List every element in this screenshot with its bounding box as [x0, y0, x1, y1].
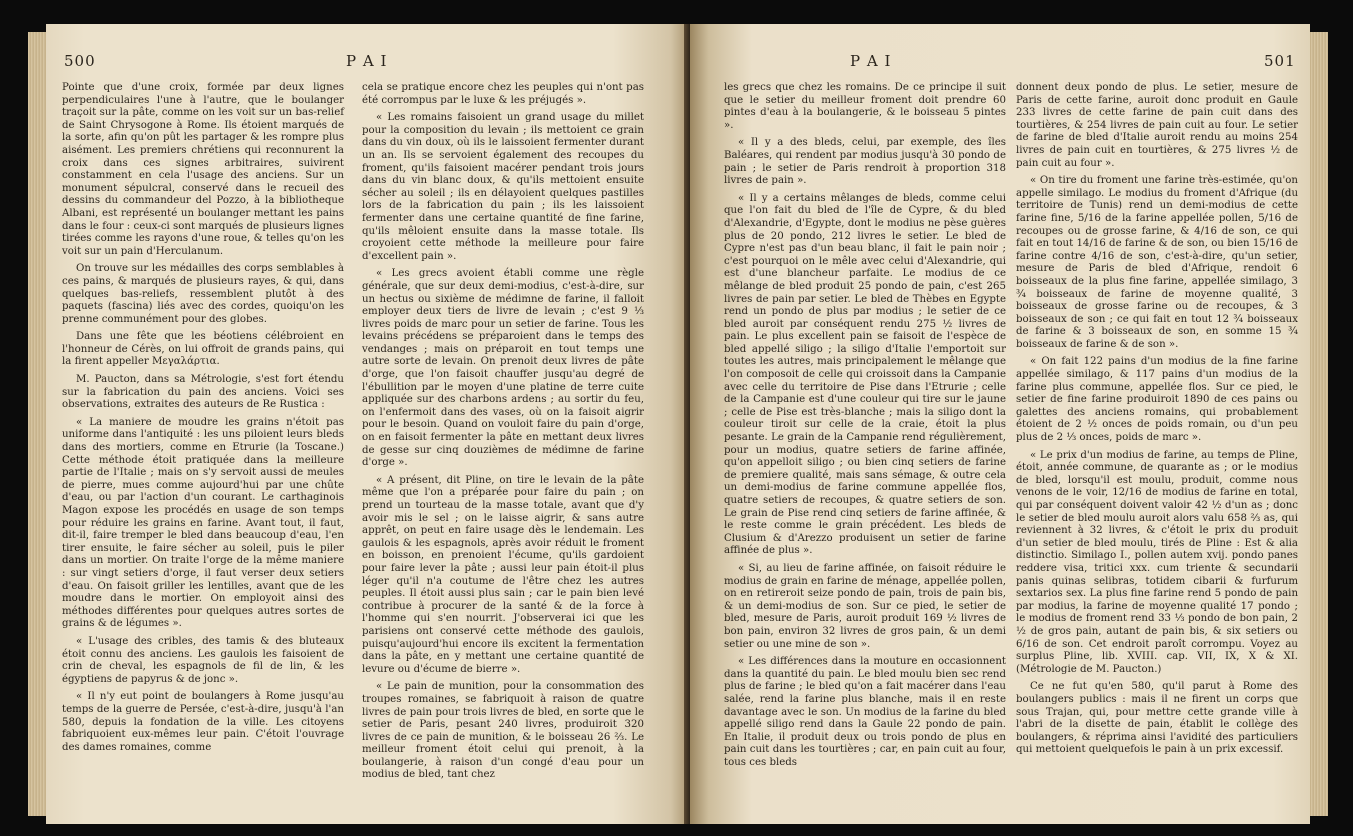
paragraph: « A présent, dit Pline, on tire le levain de la pâte même que l'on a préparée pour faire du pain ; on prend un tourteau de la masse totale, avant que d'y avoir mis le sel ; on le laisse aigrir, & sans autre apprêt, on peut en faire usage dès le lendemain. Les gaulois & les espagnols, après avoir réduit le froment en boisson, en prenoient l'écume, qu'ils gardoient pour faire lever la pâte ; aussi leur pain étoit-il plus léger qu'il n'a coutume de l'être chez les autres peuples. Il étoit aussi plus sain ; car le pain bien levé contribue à procurer de la santé & de la force à l'homme qui s'en nourrit. J'observerai ici que les parisiens ont conservé cette méthode des gaulois, puisqu'aujourd'hui encore ils excitent la fermentation dans la pâte, en y mettant une certaine quantité de levure ou d'écume de bierre ».: [362, 474, 644, 675]
paragraph: « Si, au lieu de farine affinée, on faisoit réduire le modius de grain en farine de ménage, appellée pollen, on en retireroit seize pondo de pain, trois de pain bis, & un demi-modius de son. Sur ce pied, le setier de bled, mesure de Paris, auroit produit 169 ½ livres de bon pain, environ 32 livres de gros pain, & un demi setier ou une mine de son ».: [724, 562, 1006, 650]
paragraph: On trouve sur les médailles des corps semblables à ces pains, & marqués de plusieurs rayes, & qui, dans quelques bas-reliefs, ressemblent plutôt à des paquets (fascina) liés avec des cordes, quoiqu'on les prenne communément pour des globes.: [62, 263, 344, 325]
paragraph: « Il n'y eut point de boulangers à Rome jusqu'au temps de la guerre de Persée, c'est-à-dire, jusqu'à l'an 580, depuis la fondation de la ville. Les citoyens fabriquoient eux-mêmes leur pain. C'étoit l'ouvrage des dames romaines, comme: [62, 691, 344, 753]
left-running-head: P A I: [346, 52, 388, 70]
paragraph: donnent deux pondo de plus. Le setier, mesure de Paris de cette farine, auroit donc produit en Gaule 233 livres de cette farine de pain cuit dans des tourtières, & 254 livres de pain cuit au four. Le setier de farine de bled d'Italie auroit rendu au moins 254 livres de pain cuit en tourtières, & 275 livres ½ de pain cuit au four ».: [1016, 82, 1298, 169]
paragraph: « Les grecs avoient établi comme une règle générale, que sur deux demi-modius, c'est-à-dire, sur un hectus ou sixième de médimne de farine, il falloit employer deux tiers de livre de levain ; c'est 9 ⅓ livres poids de marc pour un setier de farine. Tous les levains précédens se préparoient dans le temps des vendanges ; mais on préparoit en tout temps une autre sorte de levain. On prenoit deux livres de pâte d'orge, que l'on faisoit chauffer jusqu'au degré de l'ébullition par le moyen d'une platine de terre cuite appliquée sur des charbons ardens ; au sortir du feu, on l'enfermoit dans des vases, où on la faisoit aigrir pour le besoin. Quand on vouloit faire du pain d'orge, on en faisoit fermenter la pâte en mettant deux livres de gesse sur cinq douzièmes de médimne de farine d'orge ».: [362, 268, 644, 469]
left-page-number: 500: [64, 52, 96, 70]
paragraph: « On fait 122 pains d'un modius de la fine farine appellée similago, & 117 pains d'un modius de la farine plus commune, appellée flos. Sur ce pied, le setier de fine farine produiroit 1890 de ces pains ou galettes des anciens romains, qui probablement étoient de 2 ½ onces de poids romain, ou d'un peu plus de 2 ⅓ onces, poids de marc ».: [1016, 356, 1298, 444]
right-page-number: 501: [1264, 52, 1296, 70]
right-column-2: [1016, 82, 1298, 762]
paragraph: « On tire du froment une farine très-estimée, qu'on appelle similago. Le modius du froment d'Afrique (du territoire de Tunis) rend un demi-modius de cette farine fine, 5/16 de la farine appellée pollen, 5/16 de recoupes ou de grosse farine, & 4/16 de son, ce qui fait en tout 14/16 de farine & de son, ou bien 15/16 de farine contre 4/16 de son, c'est-à-dire, qu'un setier, mesure de Paris de bled d'Afrique, rendoit 6 boisseaux de la plus fine farine, appellée similago, 3 ¾ boisseaux de farine de moyenne qualité, 3 boisseaux de grosse farine ou de recoupes, & 3 boisseaux de son ; ce qui fait en tout 12 ¾ boisseaux de farine & 3 boisseaux de son, en somme 15 ¾ boisseaux de farine & de son ».: [1016, 175, 1298, 350]
paragraph: « Le pain de munition, pour la consommation des troupes romaines, se fabriquoit à raison de quatre livres de pain pour trois livres de bled, en sorte que le setier de Paris, pesant 240 livres, produiroit 320 livres de ce pain de munition, & le boisseau 26 ⅔. Le meilleur froment étoit celui qui prenoit, à la boulangerie, à raison d'un congé d'eau pour un modius de bled, tant chez: [362, 681, 644, 781]
paragraph: « Les romains faisoient un grand usage du millet pour la composition du levain ; ils mettoient ce grain dans du vin doux, où ils le laissoient fermenter durant un an. Ils se servoient également des recoupes du froment, qu'ils faisoient macérer pendant trois jours dans du vin blanc doux, & qu'ils mettoient ensuite sécher au soleil ; ils en délayoient quelques pastilles lors de la fabrication du pain ; ils les laissoient fermenter dans une certaine quantité de fine farine, qu'ils mêloient ensuite dans la masse totale. Ils croyoient cette méthode la meilleure pour faire d'excellent pain ».: [362, 112, 644, 262]
left-column-2: [362, 82, 644, 787]
right-column-1: [724, 82, 1006, 774]
book-edge-left: [28, 32, 48, 816]
book-edge-right: [1308, 32, 1328, 816]
paragraph: Dans une fête que les béotiens célébroient en l'honneur de Cérès, on lui offroit de grands pains, qui la firent appeller Μεγαλάρτια.: [62, 331, 344, 368]
left-page: [46, 24, 690, 824]
paragraph: « Il y a certains mêlanges de bleds, comme celui que l'on fait du bled de l'île de Cypre, & du bled d'Alexandrie, d'Egypte, dont le modius ne pèse guères plus de 20 pondo, 212 livres le setier. Le bled de Cypre n'est pas d'un beau blanc, il fait le pain noir ; c'est pourquoi on le mêle avec celui d'Alexandrie, qui est d'une blancheur parfaite. Le modius de ce mêlange de bled produit 25 pondo de pain, c'est 265 livres de pain par setier. Le bled de Thèbes en Egypte rend un pondo de plus par modius ; le setier de ce bled auroit par conséquent rendu 275 ½ livres de pain. Le plus excellent pain se faisoit de l'espèce de bled appellé siligo ; la siligo d'Italie l'emportoit sur toutes les autres, mais principalement le mêlange que l'on composoit de celle qui croissoit dans la Campanie avec celle du territoire de Pise dans l'Etrurie ; celle de la Campanie est d'une couleur qui tire sur le jaune ; celle de Pise est très-blanche ; mais la siligo dont la couleur tiroit sur celle de la craie, étoit la plus pesante. Le grain de la Campanie rend régulièrement, pour un modius, quatre setiers de farine affinée, qu'on appelloit siligo ; ou bien cinq setiers de farine de premiere qualité, mais sans sémage, & outre cela un demi-modius de farine commune appellée flos, quatre setiers de recoupes, & quatre setiers de son. Le grain de Pise rend cinq setiers de farine affinée, & le reste comme le grain précédent. Les bleds de Clusium & d'Arezzo produisent un setier de farine affinée de plus ».: [724, 192, 1006, 557]
paragraph: M. Paucton, dans sa Métrologie, s'est fort étendu sur la fabrication du pain des anciens. Voici ses observations, extraites des auteurs de Re Rustica :: [62, 374, 344, 411]
right-running-head: P A I: [850, 52, 892, 70]
right-page: [690, 24, 1310, 824]
paragraph: Ce ne fut qu'en 580, qu'il parut à Rome des boulangers publics : mais il ne firent un corps que sous Trajan, qui, pour mettre cette grande ville à l'abri de la disette de pain, établit le collège des boulangers, & réprima ainsi l'avidité des particuliers qui mettoient quelquefois le pain à un prix excessif.: [1016, 681, 1298, 756]
paragraph: les grecs que chez les romains. De ce principe il suit que le setier du meilleur froment doit prendre 60 pintes d'eau à la boulangerie, & le boisseau 5 pintes ».: [724, 82, 1006, 131]
paragraph: « Il y a des bleds, celui, par exemple, des îles Baléares, qui rendent par modius jusqu'à 30 pondo de pain ; le setier de Paris rendroit à proportion 318 livres de pain ».: [724, 137, 1006, 187]
paragraph: « Le prix d'un modius de farine, au temps de Pline, étoit, année commune, de quarante as ; or le modius de bled, lorsqu'il est moulu, produit, comme nous venons de le voir, 12/16 de modius de farine en total, qui par conséquent doivent valoir 42 ½ d'un as ; donc le setier de bled moulu auroit alors valu 658 ⅔ as, qui reviennent à 32 livres, & c'étoit le prix du produit d'un setier de bled moulu, tirés de Pline : Est & alia distinctio. Similago I., pollen autem xvij. pondo panes reddere visa, tritici xxx. cum triente & secundarii panis quinas selibras, totidem cibarii & furfurum sextarios sex. La plus fine farine rend 5 pondo de pain par modius, la farine de moyenne qualité 17 pondo ; le modius de froment rend 33 ⅓ pondo de bon pain, 2 ½ de gros pain, autant de pain bis, & six setiers ou 6/16 de son. Cet endroit paroît corrompu. Voyez au surplus Pline, lib. XVIII. cap. VII, IX, X & XI. (Métrologie de M. Paucton.): [1016, 449, 1298, 675]
open-book: [28, 14, 1328, 824]
paragraph: cela se pratique encore chez les peuples qui n'ont pas été corrompus par le luxe & les préjugés ».: [362, 82, 644, 106]
paragraph: « L'usage des cribles, des tamis & des bluteaux étoit connu des anciens. Les gaulois les faisoient de crin de cheval, les espagnols de fil de lin, & les égyptiens de papyrus & de jonc ».: [62, 635, 344, 685]
paragraph: « Les différences dans la mouture en occasionnent dans la quantité du pain. Le bled moulu bien sec rend plus de farine ; le bled qu'on a fait macérer dans l'eau salée, rend la farine plus blanche, mais il en reste davantage avec le son. Un modius de la farine du bled appellé siligo rend dans la Gaule 22 pondo de pain. En Italie, il produit deux ou trois pondo de plus en pain cuit dans les tourtières ; car, en pain cuit au four, tous ces bleds: [724, 656, 1006, 768]
left-column-1: [62, 82, 344, 759]
paragraph: « La maniere de moudre les grains n'étoit pas uniforme dans l'antiquité : les uns piloient leurs bleds dans des mortiers, comme en Etrurie (la Toscane.) Cette méthode étoit pratiquée dans la meilleure partie de l'Italie ; mais on s'y servoit aussi de meules de pierre, mues comme aujourd'hui par une chûte d'eau, ou par l'action d'un courant. Le carthaginois Magon expose les procédés en usage de son temps pour réduire les grains en farine. Avant tout, il faut, dit-il, faire tremper le bled dans beaucoup d'eau, l'en tirer ensuite, le faire sécher au soleil, puis le piler dans un mortier. On traite l'orge de la même maniere : sur vingt setiers d'orge, il faut verser deux setiers d'eau. On faisoit griller les lentilles, avant que de les moudre dans le mortier. On employoit ainsi des méthodes différentes pour quelques autres sortes de grains & de légumes ».: [62, 416, 344, 630]
paragraph: Pointe que d'une croix, formée par deux lignes perpendiculaires l'une à l'autre, que le boulanger traçoit sur la pâte, comme on les voit sur un bas-relief de Saint Chrysogone à Rome. Ils étoient marqués de la sorte, afin qu'on pût les partager & les rompre plus aisément. Les premiers chrétiens qui reconnurent la croix dans ces signes arbitraires, suivirent constamment en cela l'usage des anciens. Sur un monument sépulcral, conservé dans le recueil des dessins du commandeur del Pozzo, à la bibliotheque Albani, est représenté un boulanger mettant les pains dans le four : ceux-ci sont marqués de plusieurs lignes tirées comme les rayons d'une roue, & telles qu'on les voit sur un pain d'Herculanum.: [62, 82, 344, 257]
